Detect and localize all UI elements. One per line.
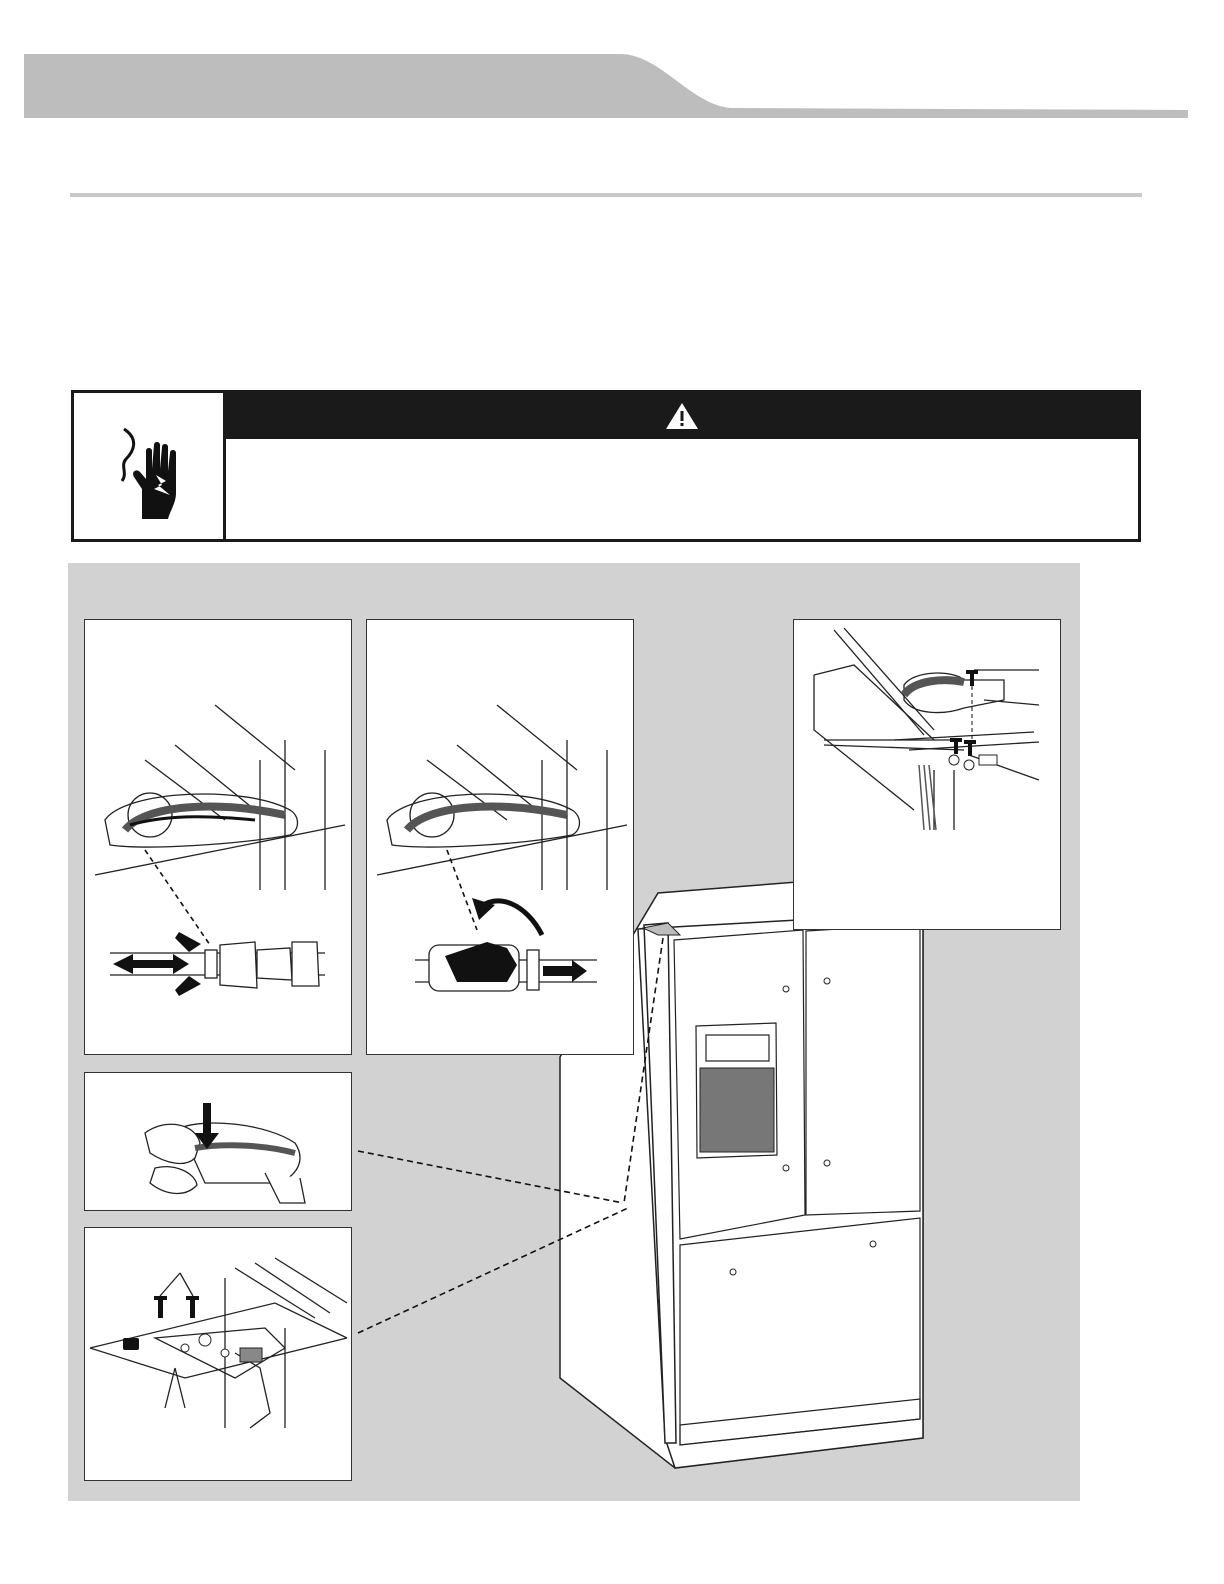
warning-body xyxy=(226,439,1138,539)
panel-disconnect-fitting xyxy=(84,619,352,1055)
panel-lock-clip xyxy=(366,619,634,1055)
warning-icon-cell xyxy=(74,393,226,539)
panel-top-hinge-cover xyxy=(793,619,1061,930)
water-line-lock-clip-icon xyxy=(367,620,633,1054)
warning-box xyxy=(71,390,1141,542)
header-band xyxy=(0,0,1224,130)
illustration-area xyxy=(68,563,1080,1501)
electrical-shock-hazard-icon xyxy=(94,411,204,521)
header-band-shape xyxy=(24,54,1188,118)
warning-title-bar xyxy=(226,393,1138,439)
hand-pressing-tab-icon xyxy=(85,1073,351,1210)
top-hinge-cover-icon xyxy=(794,620,1060,929)
hinge-screws-icon xyxy=(85,1228,351,1480)
section-divider xyxy=(70,193,1142,197)
panel-release-tab xyxy=(84,1072,352,1211)
panel-hinge-screws xyxy=(84,1227,352,1481)
water-line-quick-connect-icon xyxy=(85,620,351,1054)
warning-triangle-icon xyxy=(664,401,700,431)
dispenser-recess xyxy=(700,1068,774,1152)
